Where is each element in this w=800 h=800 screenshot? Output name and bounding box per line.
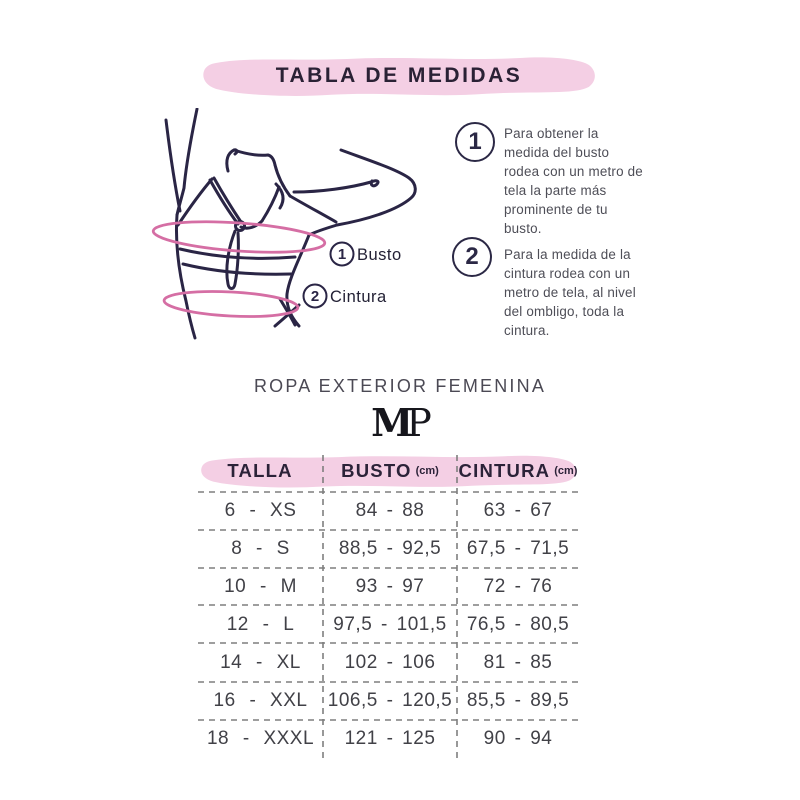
instruction-1-number: 1 [455,122,495,162]
cell-busto: 102 - 106 [344,652,436,673]
instruction-2-number: 2 [452,237,492,277]
bust-number: 1 [337,246,347,263]
instruction-2-text: Para la medida de la cintura rodea con un metro de tela, al nivel del ombligo, toda la cintura. [504,247,636,338]
brand-logo [0,400,800,445]
table-row [198,682,579,720]
cell-busto: 97,5 - 101,5 [333,614,447,635]
table-row [198,530,579,568]
cell-cintura: 90 - 94 [483,728,553,749]
page-title: TABLA DE MEDIDAS [275,64,523,87]
cell-cintura: 81 - 85 [483,652,553,673]
header-busto-label: BUSTO [341,460,412,481]
section-title: ROPA EXTERIOR FEMENINA [253,376,547,396]
waist-label: Cintura [330,288,387,306]
cell-talla: 18 - XXXL [206,728,315,749]
measurement-illustration [128,108,458,360]
header-talla-label: TALLA [227,460,293,481]
table-row [198,568,579,606]
cell-busto: 106,5 - 120,5 [327,690,453,711]
cell-talla: 8 - S [231,538,290,559]
table-row [198,720,579,758]
page-title-banner [200,54,598,98]
cell-busto: 93 - 97 [355,576,425,597]
header-busto [341,453,439,489]
header-cintura [459,453,578,489]
waist-number: 2 [310,288,320,305]
size-table [198,453,579,759]
brand-logo-p: P [406,401,429,445]
cell-talla: 16 - XXL [213,690,308,711]
table-rows [198,492,579,758]
waist-measure-ellipse [163,289,298,320]
header-talla [227,453,292,489]
cell-cintura: 85,5 - 89,5 [466,690,570,711]
header-cintura-unit: (cm) [554,465,578,477]
brand-logo-m: M [371,400,411,445]
instruction-1-text: Para obtener la medida del busto rodea con un metro de tela la parte más prominente de tu busto. [504,126,643,236]
header-cintura-label: CINTURA [458,460,551,481]
diagram-labels [304,243,402,308]
cell-busto: 84 - 88 [355,500,425,521]
cell-busto: 88,5 - 92,5 [338,538,442,559]
cell-talla: 12 - L [226,614,295,635]
table-row [198,606,579,644]
cell-talla: 10 - M [224,576,297,597]
cell-cintura: 67,5 - 71,5 [466,538,570,559]
cell-talla: 14 - XL [220,652,301,673]
cell-busto: 121 - 125 [344,728,436,749]
cell-cintura: 63 - 67 [483,500,553,521]
table-row [198,644,579,682]
table-row [198,492,579,530]
cell-cintura: 72 - 76 [483,576,553,597]
bra-outline [178,178,295,289]
bust-label: Busto [357,246,402,264]
cell-cintura: 76,5 - 80,5 [466,614,570,635]
header-busto-unit: (cm) [415,465,439,477]
cell-talla: 6 - XS [224,500,297,521]
